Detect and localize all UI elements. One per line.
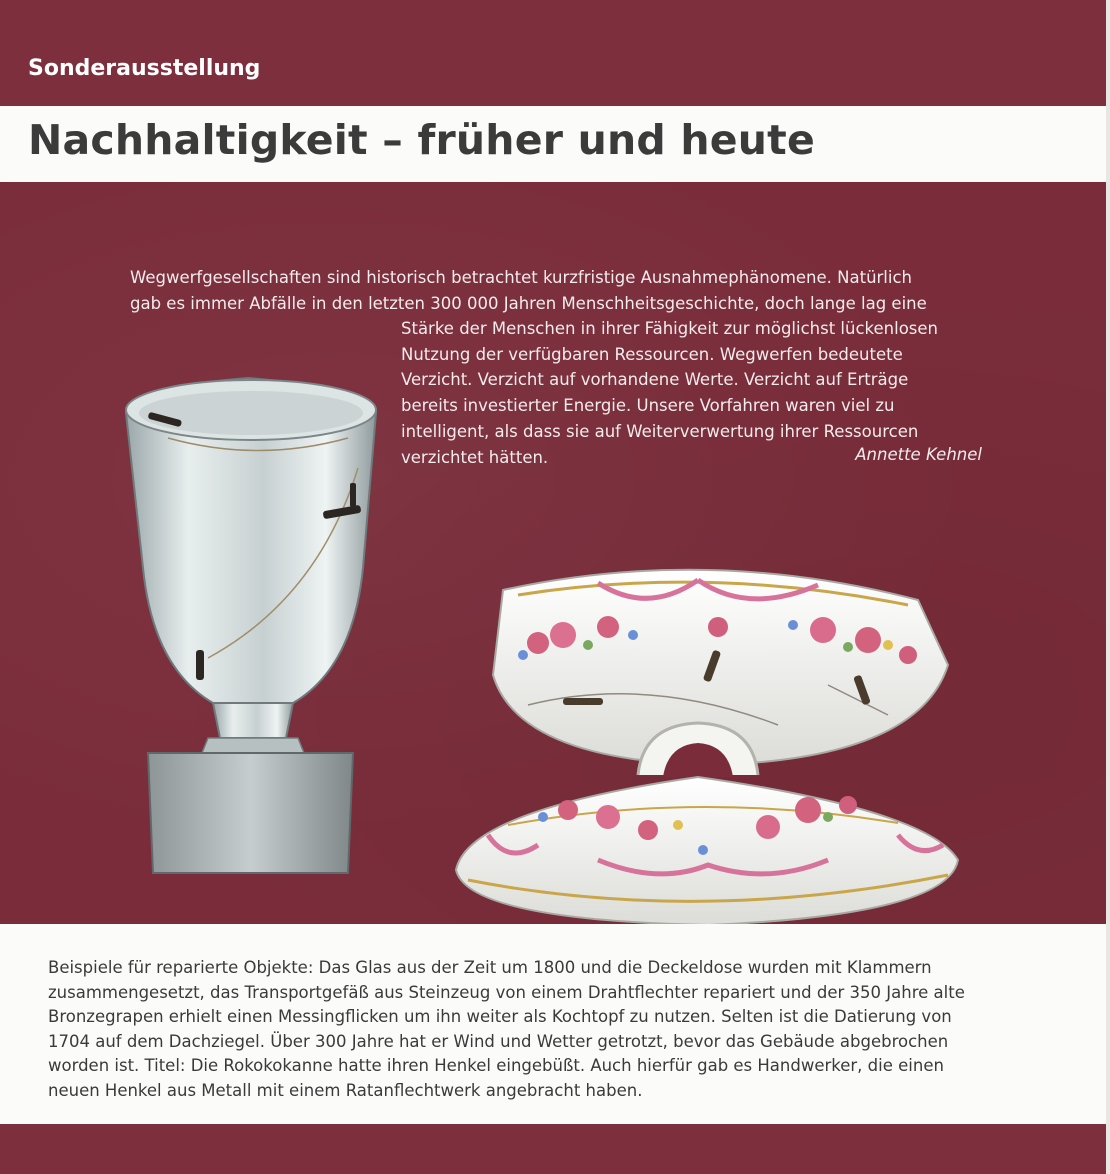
quote-line: intelligent, als dass sie auf Weiterverwertung ihrer Ressourcen	[401, 421, 919, 441]
clamp-icon	[563, 698, 603, 705]
quote-line: Verzicht. Verzicht auf vorhandene Werte. Verzicht auf Erträge	[401, 370, 909, 390]
footer-band	[0, 1124, 1110, 1174]
quote-line: Nutzung der verfügbaren Ressourcen. Wegwerfen bedeutete	[401, 344, 903, 364]
quote-line: Wegwerfgesellschaften sind historisch betrachtet kurzfristige Ausnahmephänomene. Natürlich	[130, 268, 913, 287]
caption-line: worden ist. Titel: Die Rokokokanne hatte ihren Henkel eingebüßt. Auch hierfür gab es Handwerker, die einen	[48, 1056, 944, 1075]
repaired-glass-image	[118, 368, 388, 878]
page-edge	[1106, 0, 1110, 1174]
page-title: Nachhaltigkeit – früher und heute	[28, 116, 815, 164]
caption-line: neuen Henkel aus Metall mit einem Ratanflechtwerk angebracht haben.	[48, 1080, 643, 1100]
header-band	[0, 0, 1110, 106]
repaired-lidded-bowl-image	[448, 555, 973, 935]
quote-line: gab es immer Abfälle in den letzten 300 000 Jahren Menschheitsgeschichte, doch lange lag eine	[130, 293, 927, 313]
quote-intro	[130, 265, 927, 316]
quote-author: Annette Kehnel	[855, 445, 982, 464]
section-kicker: Sonderausstellung	[28, 56, 261, 81]
caption-line: Bronzegrapen erhielt einen Messingflicken um ihn weiter als Kochtopf zu nutzen. Selten ist die Datierung von	[48, 1007, 952, 1026]
caption-line: 1704 auf dem Dachziegel. Über 300 Jahre hat er Wind und Wetter getrotzt, bevor das Gebäude abgebrochen	[48, 1031, 949, 1051]
clamp-icon	[350, 483, 356, 507]
caption-line: Beispiele für reparierte Objekte: Das Glas aus der Zeit um 1800 und die Deckeldose wurden mit Klammern	[48, 958, 932, 977]
caption-text	[48, 956, 1068, 1103]
clamp-icon	[196, 650, 204, 680]
quote-line: Stärke der Menschen in ihrer Fähigkeit zur möglichst lückenlosen	[401, 319, 938, 338]
quote-line: verzichtet hätten.	[401, 447, 549, 467]
quote-line: bereits investierter Energie. Unsere Vorfahren waren viel zu	[401, 396, 895, 416]
caption-line: zusammengesetzt, das Transportgefäß aus Steinzeug von einem Drahtflechter repariert und der 350 Jahre alte	[48, 982, 965, 1002]
